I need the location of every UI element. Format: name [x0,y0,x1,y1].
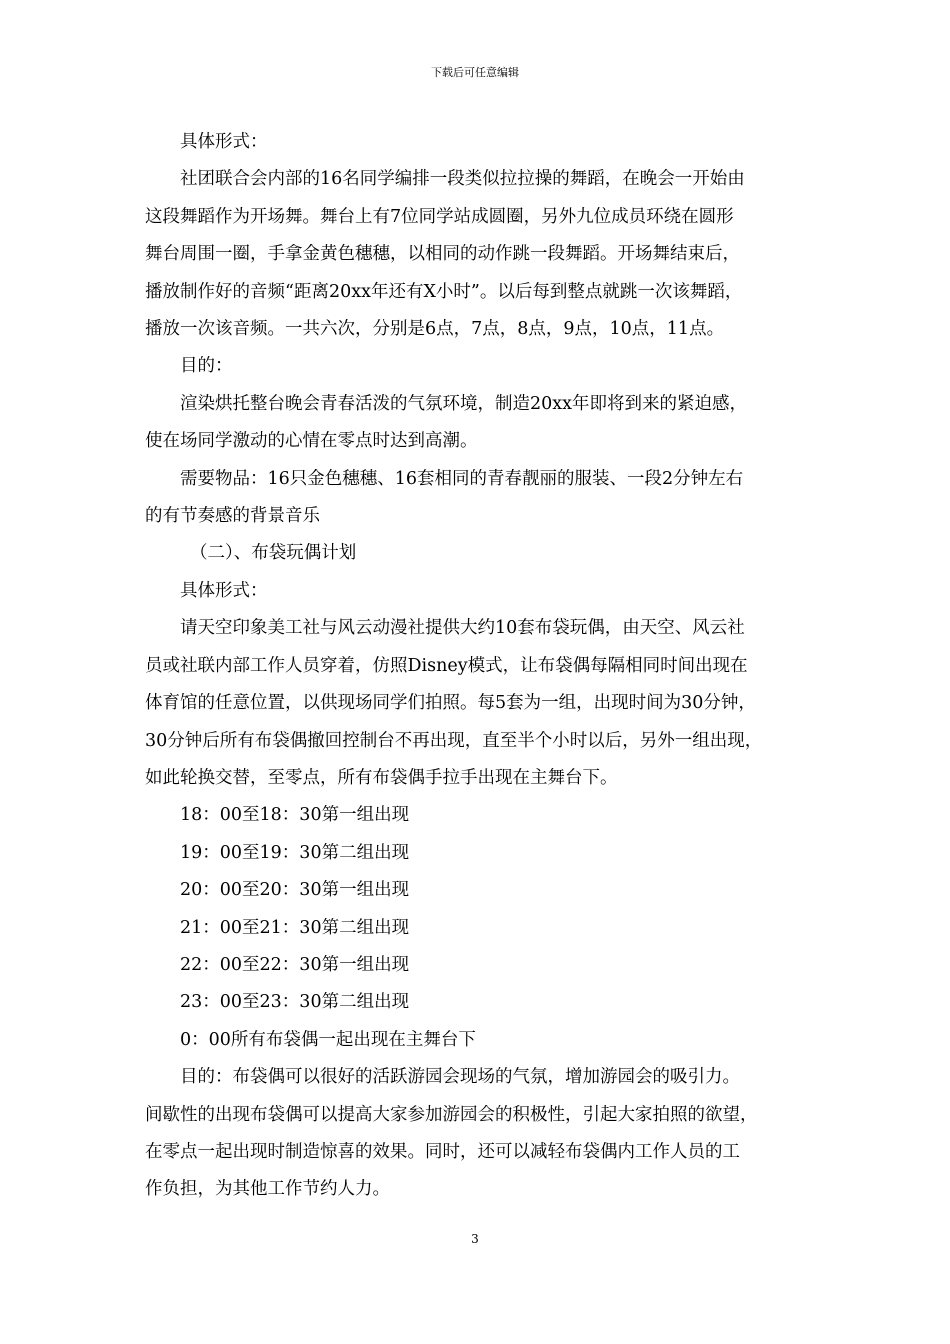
page-header: 下载后可任意编辑 [431,66,519,79]
schedule-item: 18：00至18：30第一组出现 [180,805,410,826]
paragraph-purpose: 渲染烘托整台晚会青春活泼的气氛环境，制造20xx年即将到来的紧迫感， 使在场同学激动的心情在零点时达到高潮。 [145,393,748,452]
form-heading: 具体形式： [180,132,268,152]
purpose-heading: 目的： [180,356,233,377]
form-heading: 具体形式： [180,580,268,601]
paragraph-form-description: 社团联合会内部的16名同学编排一段类似拉拉操的舞蹈，在晚会一开始由 这段舞蹈作为开场舞。舞台上有7位同学站成圆圈，另外九位成员环绕在圆形 舞台周围一圈，手拿金黄色穗穗，以相同的动作跳一段舞蹈。开场舞结束后， 播放制作好的音频“距离20xx年还有X小时”。以后每到整点就跳一次该舞蹈， 播放一次该音频。一共六次，分别是6点，7点，8点，9点，10点，11点。 [145,169,745,340]
schedule-item: 23：00至23：30第二组出现 [180,992,410,1013]
paragraph-puppet-plan: 请天空印象美工社与风云动漫社提供大约10套布袋玩偶，由天空、风云社 员或社联内部工作人员穿着，仿照Disney模式，让布袋偶每隔相同时间出现在 体育馆的任意位置，以供现场同学们拍照。每5套为一组，出现时间为30分钟， 30分钟后所有布袋偶撤回控制台不再出现，直至半个小时以后，另外一组出现， 如此轮换交替，至零点，所有布袋偶手拉手出现在主舞台下。 [145,618,763,788]
paragraph-items-needed: 需要物品：16只金色穗穗、16套相同的青春靓丽的服装、一段2分钟左右 的有节奏感的背景音乐 [145,468,744,527]
paragraph-puppet-purpose: 目的：布袋偶可以很好的活跃游园会现场的气氛，增加游园会的吸引力。 间歇性的出现布袋偶可以提高大家参加游园会的积极性，引起大家拍照的欲望， 在零点一起出现时制造惊喜的效果。同时，还可以减轻布袋偶内工作人员的工 作负担，为其他工作节约人力。 [145,1067,758,1200]
document-body [145,124,815,1209]
schedule-item: 21：00至21：30第二组出现 [180,917,410,938]
section-title: （二）、布袋玩偶计划 [190,543,357,564]
page-number: 3 [471,1232,479,1246]
schedule-item: 20：00至20：30第一组出现 [180,880,410,901]
schedule-item: 22：00至22：30第一组出现 [180,954,410,975]
schedule-item: 0：00所有布袋偶一起出现在主舞台下 [180,1029,476,1050]
schedule-item: 19：00至19：30第二组出现 [180,842,410,863]
